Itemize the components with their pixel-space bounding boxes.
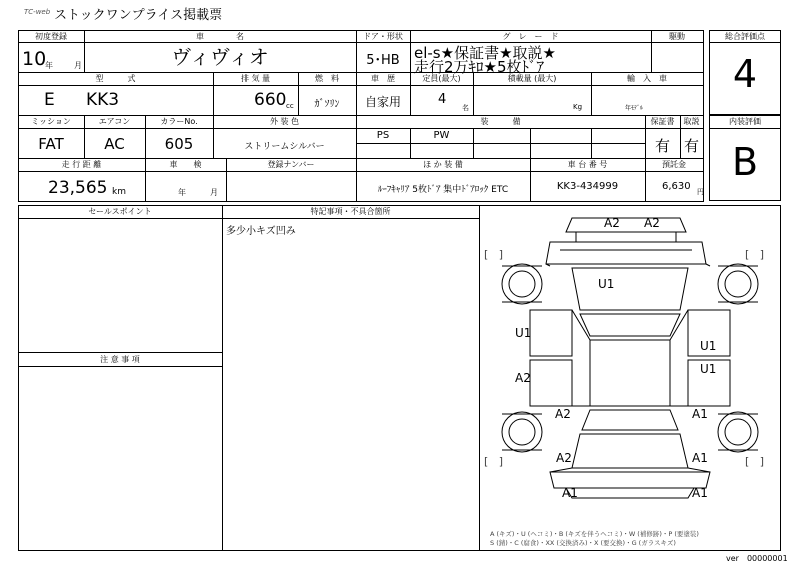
damage-mark: U1 [515, 326, 532, 340]
model-value: KK3 [86, 90, 120, 110]
header-mileage: 走 行 距 離 [61, 160, 102, 169]
grade-line-1: el-s★保証書★取説★ [414, 44, 556, 62]
damage-mark: U1 [700, 362, 717, 376]
km-unit: km [112, 187, 126, 197]
inspection-month-unit: 月 [210, 188, 218, 197]
capacity-unit: 名 [462, 104, 469, 112]
damage-mark: A1 [562, 486, 578, 500]
model-prefix: E [44, 90, 55, 110]
header-mission: ミッション [31, 117, 71, 126]
yen-unit: 円 [697, 188, 704, 196]
header-model: 型 式 [95, 74, 136, 83]
manual-value: 有 [683, 137, 699, 155]
header-exterior-color: 外 装 色 [269, 117, 300, 126]
warranty-value: 有 [654, 137, 670, 155]
cc-unit: cc [286, 102, 294, 110]
header-plate: 登録ナンバー [267, 160, 315, 169]
header-door-shape: ドア・形状 [363, 32, 403, 41]
mileage-value: 23,565 [48, 178, 108, 198]
header-drive: 駆動 [669, 32, 685, 41]
displacement-value: 660 [254, 90, 287, 110]
header-inspection: 車 検 [169, 160, 202, 169]
header-import: 輸 入 車 [627, 74, 667, 83]
version-label: ver 00000001 [726, 554, 788, 563]
equipment-ps: PS [376, 130, 390, 141]
door-shape-value: 5･HB [366, 53, 400, 68]
first-reg-month-unit: 月 [74, 61, 82, 70]
car-damage-diagram [480, 206, 780, 526]
legend-line-1: A (キズ)・U (ヘコミ)・B (キズを伴うヘコミ)・W (補修跡)・P (要塗装) [490, 530, 699, 538]
header-capacity: 定員(最大) [422, 74, 461, 83]
header-displacement: 排 気 量 [240, 74, 271, 83]
load-unit: Kg [573, 103, 583, 111]
bracket-bottom-left: [ ] [484, 455, 504, 468]
equipment-pw: PW [433, 130, 450, 141]
usage-value: 自家用 [364, 95, 401, 109]
header-caution: 注 意 事 項 [100, 355, 140, 364]
header-grade: グ レ ー ド [502, 32, 559, 41]
header-car-name: 車 名 [196, 32, 244, 41]
damage-mark: A2 [604, 216, 620, 230]
mission-value: FAT [38, 135, 64, 153]
other-equipment-value: ﾙｰﾌｷｬﾘｱ 5枚ﾄﾞｱ 集中ﾄﾞｱﾛｯｸ ETC [377, 185, 509, 195]
header-color-no: カラーNo. [160, 117, 198, 126]
header-chassis-no: 車 台 番 号 [567, 160, 608, 169]
header-deposit: 預託金 [662, 160, 686, 169]
header-aircon: エアコン [98, 117, 131, 126]
header-interior-score: 内装評価 [729, 117, 761, 126]
damage-mark: A1 [692, 486, 708, 500]
bracket-top-left: [ ] [484, 248, 504, 261]
header-notes: 特記事項・不具合箇所 [310, 207, 391, 216]
color-no-value: 605 [164, 135, 194, 153]
header-overall-score: 総合評価点 [725, 32, 765, 41]
legend-line-2: S (錆)・C (腐食)・XX (交換済み)・X (要交換)・G (ガラスキズ) [490, 539, 676, 547]
chassis-no-value: KK3-434999 [556, 181, 619, 192]
damage-mark: A2 [515, 371, 531, 385]
brand-logo: TC-web [24, 8, 51, 16]
header-first-reg: 初度登録 [35, 32, 67, 41]
header-warranty: 保証書 [650, 117, 675, 126]
fuel-value: ｶﾞｿﾘﾝ [314, 99, 340, 110]
interior-score: B [731, 140, 759, 184]
deposit-value: 6,630 [662, 181, 691, 192]
inspection-year-unit: 年 [178, 188, 186, 197]
damage-mark: A2 [644, 216, 660, 230]
grade-line-2: 走行2万ｷﾛ★5枚ﾄﾞｱ [414, 58, 545, 76]
capacity-value: 4 [438, 92, 447, 107]
damage-mark: U1 [598, 277, 615, 291]
model-year-unit: 年ﾓﾃﾞﾙ [625, 105, 644, 112]
header-manual: 取説 [683, 117, 700, 126]
notes-value: 多少小キズ凹み [226, 226, 296, 237]
header-sales-point: セールスポイント [88, 207, 152, 216]
document-title: ストックワンプライス掲載票 [54, 8, 223, 23]
damage-mark: A1 [692, 407, 708, 421]
bracket-bottom-right: [ ] [745, 455, 765, 468]
first-reg-year-unit: 年 [45, 61, 53, 70]
aircon-value: AC [104, 135, 125, 153]
exterior-color-value: ストリームシルバー [244, 142, 325, 152]
header-usage: 車 歴 [371, 74, 395, 83]
header-equipment: 装 備 [480, 117, 521, 126]
header-other-equipment: ほ か 装 備 [423, 160, 463, 169]
header-fuel: 燃 料 [315, 74, 339, 83]
damage-mark: A1 [692, 451, 708, 465]
overall-score: 4 [732, 52, 758, 96]
damage-mark: U1 [700, 339, 717, 353]
first-reg-year: 10 [22, 48, 47, 70]
car-name-value: ヴィヴィオ [171, 45, 269, 69]
damage-mark: A2 [555, 407, 571, 421]
header-load: 積載量 (最大) [507, 74, 557, 83]
bracket-top-right: [ ] [745, 248, 765, 261]
damage-mark: A2 [556, 451, 572, 465]
